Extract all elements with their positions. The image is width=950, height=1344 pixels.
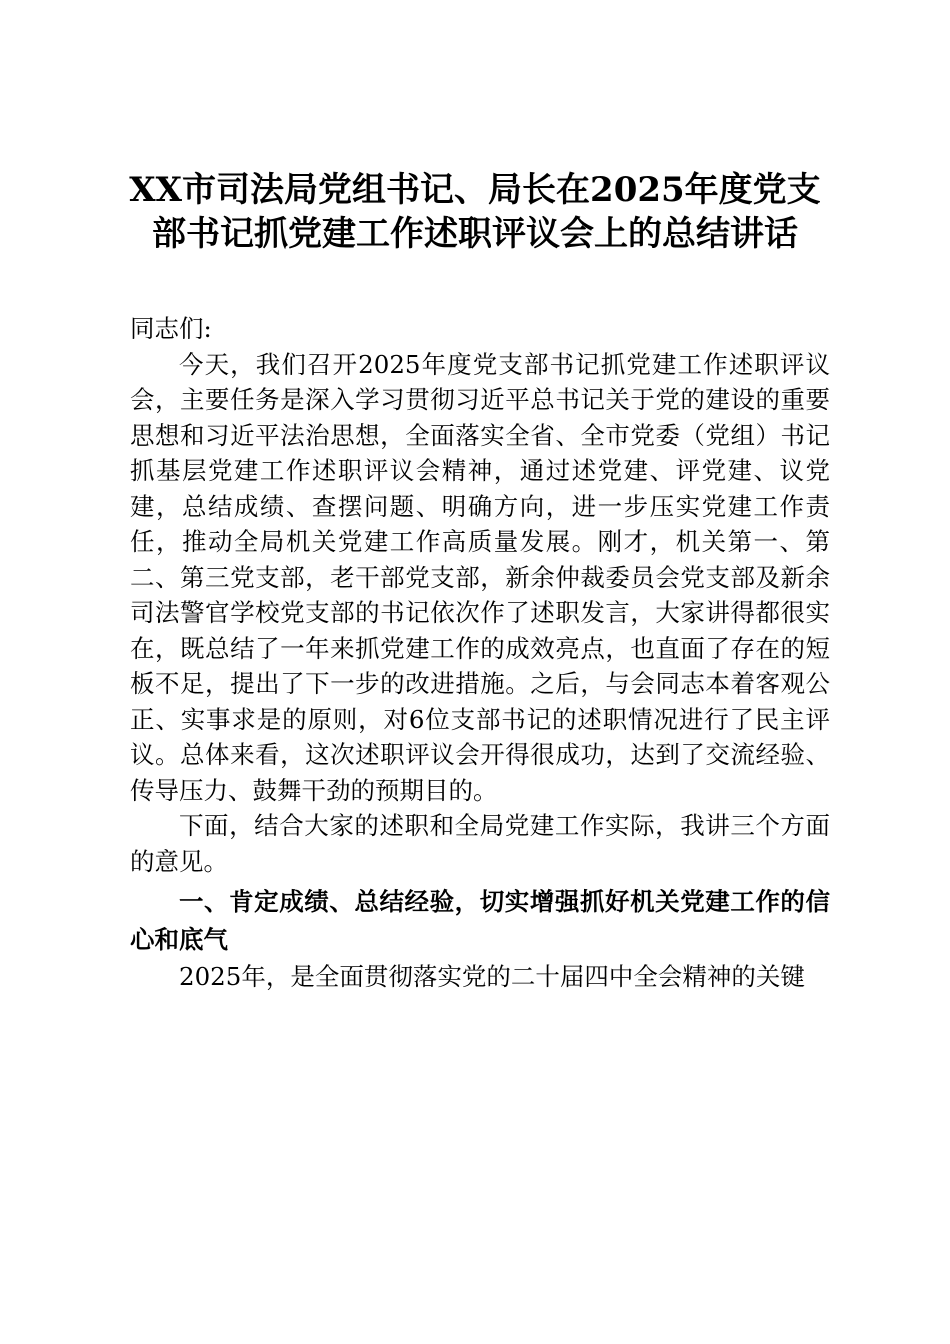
paragraph-2: 下面，结合大家的述职和全局党建工作实际，我讲三个方面的意见。: [130, 811, 830, 876]
paragraph-3: 2025年，是全面贯彻落实党的二十届四中全会精神的关键: [179, 962, 805, 991]
document-title: [120, 168, 830, 256]
title-line-1: XX市司法局党组书记、局长在2025年度党支: [129, 170, 821, 210]
title-line-2: 部书记抓党建工作述职评议会上的总结讲话: [152, 214, 798, 254]
paragraph-1: 今天，我们召开2025年度党支部书记抓党建工作述职评议会，主要任务是深入学习贯彻习近平总书记关于党的建设的重要思想和习近平法治思想，全面落实全省、全市党委（党组）书记抓基层党建工作述职评议会精神，通过述党建、评党建、议党建，总结成绩、查摆问题、明确方向，进一步压实党建工作责任，推动全局机关党建工作高质量发展。刚才，机关第一、第二、第三党支部，老干部党支部，新余仲裁委员会党支部及新余司法警官学校党支部的书记依次作了述职发言，大家讲得都很实在，既总结了一年来抓党建工作的成效亮点，也直面了存在的短板不足，提出了下一步的改进措施。之后，与会同志本着客观公正、实事求是的原则，对6位支部书记的述职情况进行了民主评议。总体来看，这次述职评议会开得很成功，达到了交流经验、传导压力、鼓舞干劲的预期目的。: [130, 349, 830, 805]
section-heading-1: 一、肯定成绩、总结经验，切实增强抓好机关党建工作的信心和底气: [130, 887, 830, 954]
salutation: 同志们:: [130, 314, 212, 343]
document-body: [130, 311, 830, 995]
